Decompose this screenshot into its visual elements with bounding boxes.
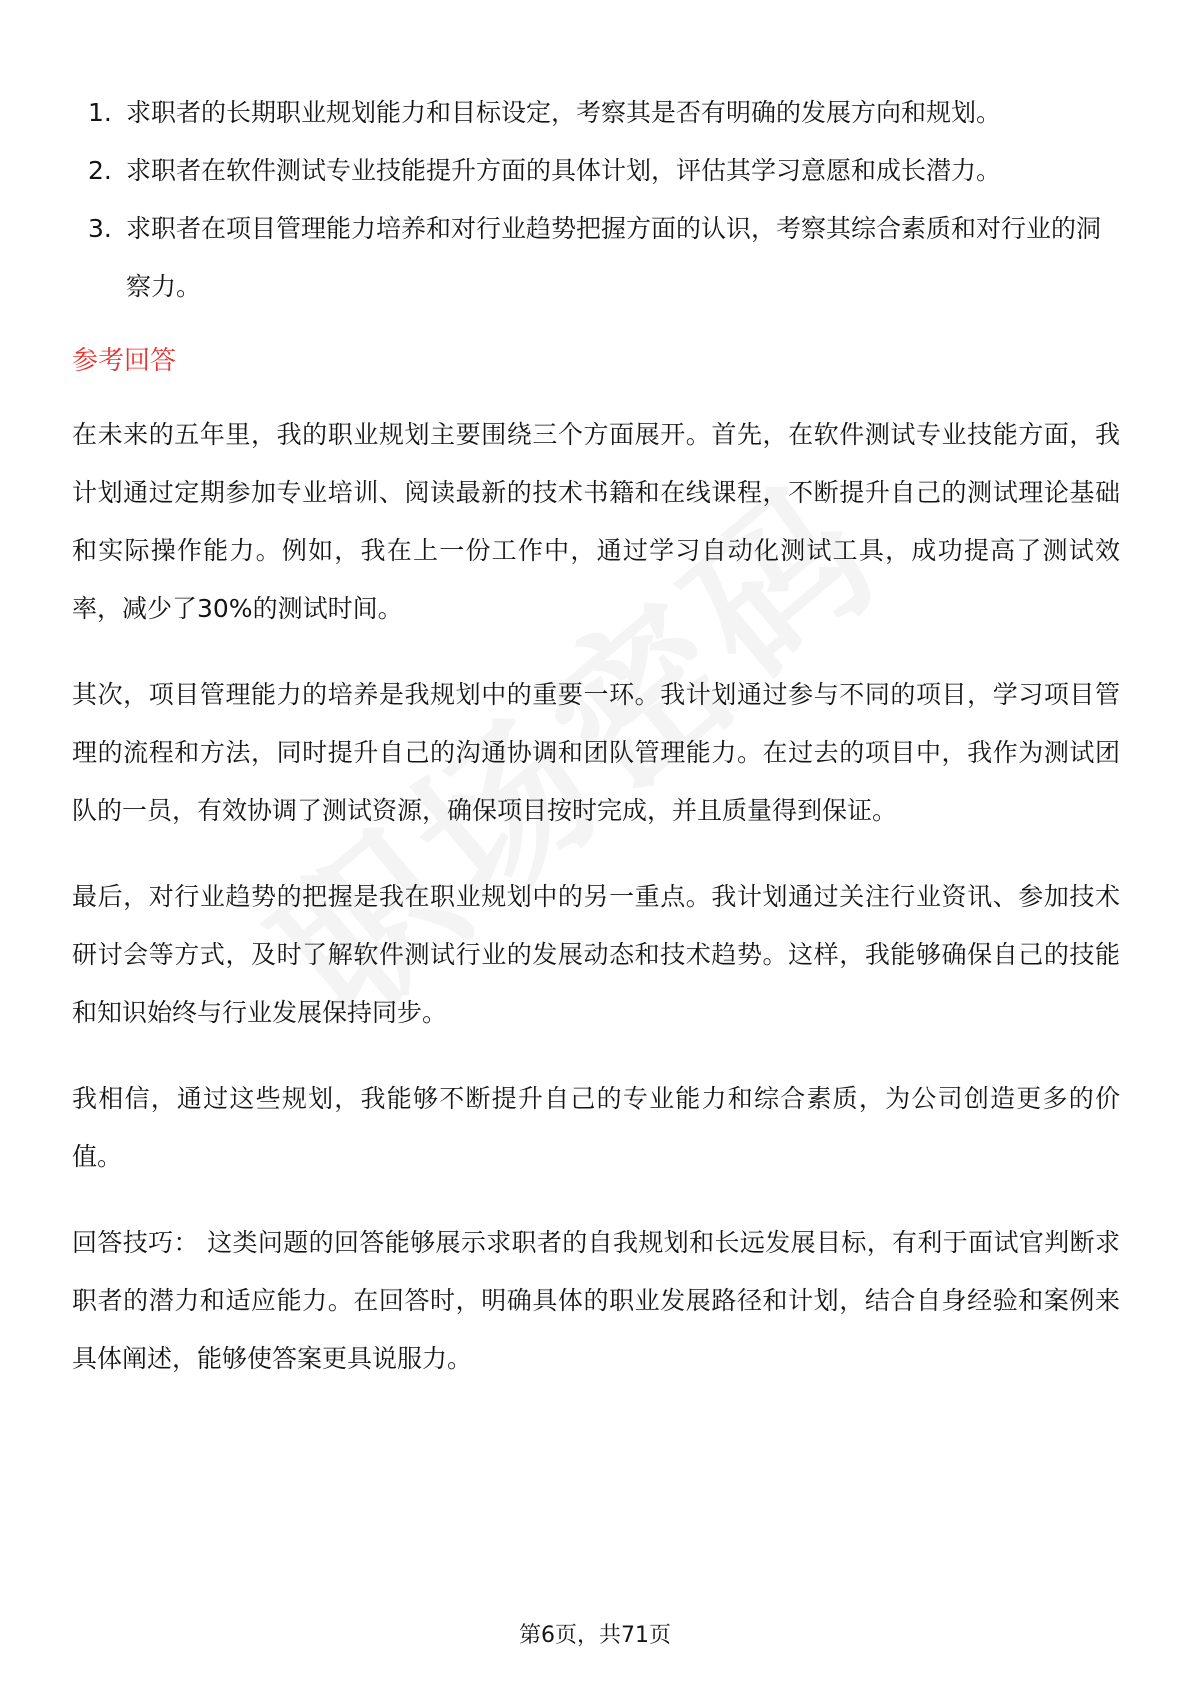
list-item-number: 1. bbox=[88, 98, 112, 127]
list-item-number: 3. bbox=[88, 214, 112, 243]
page-number-footer: 第6页，共71页 bbox=[519, 1623, 671, 1648]
list-item-text: 求职者在软件测试专业技能提升方面的具体计划，评估其学习意愿和成长潜力。 bbox=[126, 156, 1002, 185]
reference-answer-heading: 参考回答 bbox=[72, 346, 177, 376]
evaluation-points-list bbox=[72, 84, 1120, 316]
answer-paragraph: 在未来的五年里，我的职业规划主要围绕三个方面展开。首先，在软件测试专业技能方面，我计划通过定期参加专业培训、阅读最新的技术书籍和在线课程，不断提升自己的测试理论基础和实际操作能力。例如，我在上一份工作中，通过学习自动化测试工具，成功提高了测试效率，减少了30%的测试时间。 bbox=[72, 420, 1120, 623]
answer-paragraph: 其次，项目管理能力的培养是我规划中的重要一环。我计划通过参与不同的项目，学习项目管理的流程和方法，同时提升自己的沟通协调和团队管理能力。在过去的项目中，我作为测试团队的一员，有效协调了测试资源，确保项目按时完成，并且质量得到保证。 bbox=[72, 680, 1120, 825]
answer-tips-paragraph: 回答技巧： 这类问题的回答能够展示求职者的自我规划和长远发展目标，有利于面试官判断求职者的潜力和适应能力。在回答时，明确具体的职业发展路径和计划，结合自身经验和案例来具体阐述，能够使答案更具说服力。 bbox=[72, 1228, 1120, 1373]
page-content bbox=[72, 84, 1120, 1416]
list-item bbox=[72, 84, 1120, 142]
list-item bbox=[72, 200, 1120, 316]
list-item-number: 2. bbox=[88, 156, 112, 185]
list-item-text: 求职者的长期职业规划能力和目标设定，考察其是否有明确的发展方向和规划。 bbox=[126, 98, 1002, 127]
list-item-text: 求职者在项目管理能力培养和对行业趋势把握方面的认识，考察其综合素质和对行业的洞察力。 bbox=[126, 214, 1102, 301]
answer-paragraph: 最后，对行业趋势的把握是我在职业规划中的另一重点。我计划通过关注行业资讯、参加技术研讨会等方式，及时了解软件测试行业的发展动态和技术趋势。这样，我能够确保自己的技能和知识始终与行业发展保持同步。 bbox=[72, 882, 1120, 1027]
list-item bbox=[72, 142, 1120, 200]
answer-paragraph: 我相信，通过这些规划，我能够不断提升自己的专业能力和综合素质，为公司创造更多的价值。 bbox=[72, 1084, 1120, 1171]
